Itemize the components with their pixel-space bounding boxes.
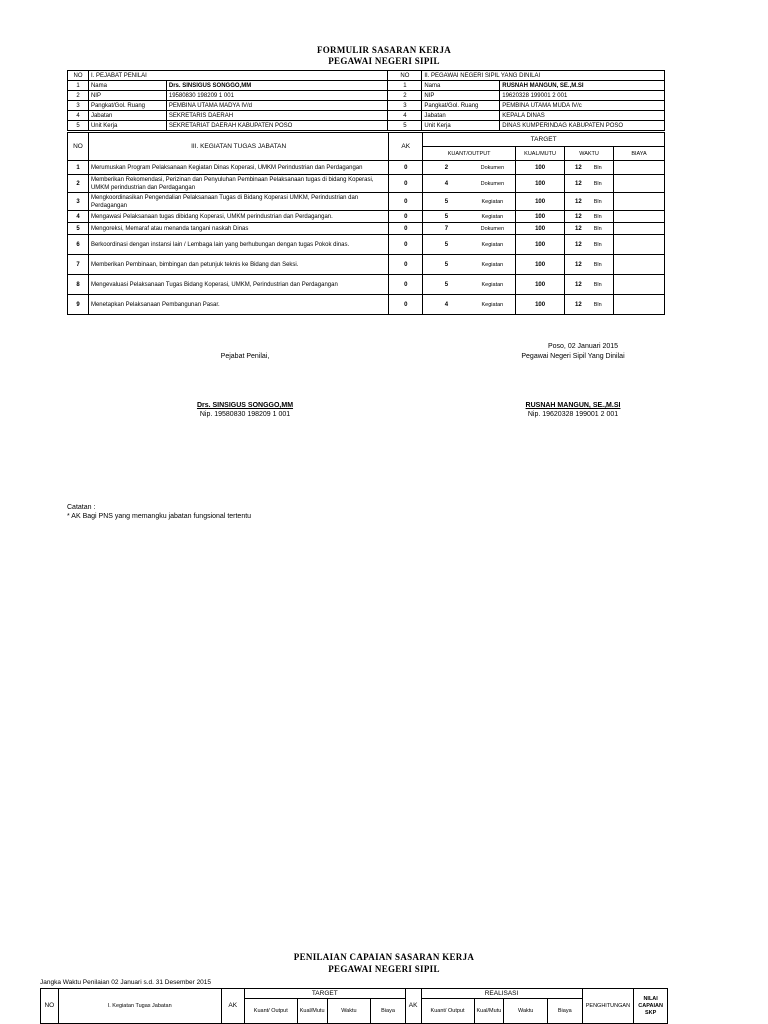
kegiatan-row-waktu <box>565 235 614 255</box>
identity-row <box>68 111 665 121</box>
kegiatan-row-waktu-unit: Bln <box>593 180 602 187</box>
penilaian-table <box>40 988 668 1024</box>
penilaian-kegiatan-header: I. Kegiatan Tugas Jabatan <box>58 989 221 1024</box>
kegiatan-row-text: Memberikan Pembinaan, bimbingan dan petunjuk teknis ke Bidang dan Seksi. <box>88 255 388 275</box>
kegiatan-row <box>68 255 665 275</box>
penilaian-realisasi-header: REALISASI <box>421 989 582 999</box>
kegiatan-row-no: 9 <box>68 295 89 315</box>
kegiatan-row-kual: 100 <box>516 275 565 295</box>
identity-table <box>67 70 665 131</box>
penghitungan-header: PENGHITUNGAN <box>582 989 634 1024</box>
kegiatan-row <box>68 161 665 175</box>
kegiatan-row-waktu-unit: Bln <box>593 281 602 288</box>
kegiatan-row-waktu-unit: Bln <box>593 261 602 268</box>
kegiatan-row-kual: 100 <box>516 235 565 255</box>
kegiatan-row-waktu-unit: Bln <box>593 301 602 308</box>
kegiatan-row-biaya <box>614 161 665 175</box>
kegiatan-row-waktu <box>565 275 614 295</box>
kegiatan-row-kual: 100 <box>516 295 565 315</box>
kegiatan-header: III. KEGIATAN TUGAS JABATAN <box>88 133 388 161</box>
kegiatan-row-unit: Kegiatan <box>470 255 516 275</box>
realisasi-kuant-header: Kuant/ Output <box>421 999 474 1024</box>
penilai-row-label: Jabatan <box>88 111 166 121</box>
penilai-row-value: 19580830 198209 1 001 <box>166 91 388 101</box>
dinilai-row-value: 19620328 199001 2 001 <box>500 91 665 101</box>
kegiatan-row-no: 2 <box>68 175 89 193</box>
kegiatan-row-biaya <box>614 255 665 275</box>
dinilai-row-no: 4 <box>388 111 422 121</box>
kegiatan-row-kual: 100 <box>516 211 565 223</box>
kegiatan-row-ak: 0 <box>389 175 423 193</box>
penilai-row-no: 5 <box>68 121 89 131</box>
kegiatan-row-waktu-value: 12 <box>575 301 582 308</box>
penilai-no-header: NO <box>68 71 89 81</box>
kegiatan-row-ak: 0 <box>389 235 423 255</box>
kegiatan-row-kuant: 5 <box>423 235 470 255</box>
identity-row <box>68 81 665 91</box>
dinilai-row-no: 1 <box>388 81 422 91</box>
place-date: Poso, 02 Januari 2015 <box>547 343 619 350</box>
penilai-row-value: SEKRETARIS DAERAH <box>166 111 388 121</box>
dinilai-row-value: DINAS KUMPERINDAG KABUPATEN POSO <box>500 121 665 131</box>
realisasi-biaya-header: Biaya <box>548 999 582 1024</box>
kegiatan-row-waktu <box>565 223 614 235</box>
nilai-capaian-header <box>634 989 668 1024</box>
kegiatan-row-ak: 0 <box>389 161 423 175</box>
kegiatan-row <box>68 175 665 193</box>
kegiatan-row-kual: 100 <box>516 255 565 275</box>
kegiatan-row-ak: 0 <box>389 211 423 223</box>
identity-header-row <box>68 71 665 81</box>
kegiatan-row <box>68 211 665 223</box>
dinilai-row-label: NIP <box>422 91 500 101</box>
right-signer-name: RUSNAH MANGUN, SE.,M.SI <box>525 402 621 409</box>
kegiatan-row-waktu-unit: Bln <box>593 213 602 220</box>
penilaian-title-line1: PENILAIAN CAPAIAN SASARAN KERJA <box>293 952 475 962</box>
kegiatan-row-waktu <box>565 161 614 175</box>
penilai-row-value: SEKRETARIAT DAERAH KABUPATEN POSO <box>166 121 388 131</box>
kegiatan-row-waktu-unit: Bln <box>593 164 602 171</box>
notes-label: Catatan : <box>67 504 96 511</box>
penilaian-period: Jangka Waktu Penilaian 02 Januari s.d. 31 Desember 2015 <box>40 979 212 986</box>
dinilai-no-header: NO <box>388 71 422 81</box>
kegiatan-row-unit: Kegiatan <box>470 275 516 295</box>
kegiatan-row-biaya <box>614 223 665 235</box>
penilai-row-no: 4 <box>68 111 89 121</box>
form-title-line2: PEGAWAI NEGERI SIPIL <box>328 56 440 66</box>
penilaian-header-row <box>41 989 668 999</box>
kegiatan-row-unit: Kegiatan <box>470 235 516 255</box>
kegiatan-row-waktu <box>565 295 614 315</box>
penilai-row-label: Pangkat/Gol. Ruang <box>88 101 166 111</box>
kegiatan-header-row <box>68 133 665 147</box>
notes-line1: * AK Bagi PNS yang memangku jabatan fungsional tertentu <box>67 513 252 520</box>
penilaian-title-line2: PEGAWAI NEGERI SIPIL <box>328 964 440 974</box>
kegiatan-row-no: 7 <box>68 255 89 275</box>
kegiatan-row-no: 6 <box>68 235 89 255</box>
kegiatan-row-text: Merumuskan Program Pelaksanaan Kegiatan Dinas Koperasi, UMKM Perindustrian dan Perdagangan <box>88 161 388 175</box>
kegiatan-row-kuant: 5 <box>423 193 470 211</box>
target-biaya-header: Biaya <box>371 999 405 1024</box>
kegiatan-row <box>68 223 665 235</box>
kegiatan-row-kuant: 2 <box>423 161 470 175</box>
kegiatan-row-ak: 0 <box>389 275 423 295</box>
kegiatan-row-waktu-unit: Bln <box>593 198 602 205</box>
kegiatan-row-waktu <box>565 175 614 193</box>
dinilai-row-label: Pangkat/Gol. Ruang <box>422 101 500 111</box>
kegiatan-row-kual: 100 <box>516 161 565 175</box>
kegiatan-row-ak: 0 <box>389 295 423 315</box>
kuant-header: KUANT/OUTPUT <box>423 147 516 161</box>
dinilai-row-label: Unit Kerja <box>422 121 500 131</box>
kegiatan-row-text: Mengkoordinasikan Pengendalian Pelaksanaan Tugas di Bidang Koperasi UMKM, Perindustrian dan Perdagangan <box>88 193 388 211</box>
kegiatan-table <box>67 132 665 315</box>
dinilai-row-value: KEPALA DINAS <box>500 111 665 121</box>
kegiatan-row-ak: 0 <box>389 255 423 275</box>
realisasi-kual-header: Kual/Mutu <box>474 999 504 1024</box>
form-title-line1: FORMULIR SASARAN KERJA <box>316 45 452 55</box>
kegiatan-row-waktu-value: 12 <box>575 281 582 288</box>
kegiatan-row <box>68 235 665 255</box>
kegiatan-row-waktu-value: 12 <box>575 180 582 187</box>
identity-row <box>68 101 665 111</box>
left-signer-nip: Nip. 19580830 198209 1 001 <box>199 411 291 418</box>
right-signer-nip: Nip. 19620328 199001 2 001 <box>527 411 619 418</box>
kegiatan-no-header: NO <box>68 133 89 161</box>
kegiatan-row-unit: Kegiatan <box>470 295 516 315</box>
realisasi-waktu-header: Waktu <box>504 999 548 1024</box>
kegiatan-row-no: 3 <box>68 193 89 211</box>
kegiatan-row-kual: 100 <box>516 175 565 193</box>
dinilai-row-value: RUSNAH MANGUN, SE.,M.SI <box>500 81 665 91</box>
kegiatan-row-kuant: 4 <box>423 295 470 315</box>
kegiatan-row-unit: Kegiatan <box>470 211 516 223</box>
penilai-row-label: NIP <box>88 91 166 101</box>
kegiatan-row-waktu <box>565 193 614 211</box>
kegiatan-row-biaya <box>614 175 665 193</box>
left-signer-role: Pejabat Penilai, <box>220 353 270 360</box>
waktu-header: WAKTU <box>565 147 614 161</box>
kegiatan-row-waktu-unit: Bln <box>593 225 602 232</box>
dinilai-row-value: PEMBINA UTAMA MUDA IV/c <box>500 101 665 111</box>
kegiatan-row-text: Mengoreksi, Memaraf atau menanda tangani naskah Dinas <box>88 223 388 235</box>
kegiatan-row-waktu-unit: Bln <box>593 241 602 248</box>
penilai-row-no: 3 <box>68 101 89 111</box>
kegiatan-row-text: Memberikan Rekomendasi, Perizinan dan Penyuluhan Pembinaan Pelaksanaan tugas di bidang Koperasi, UMKM perindustrian dan Perdagangan <box>88 175 388 193</box>
kegiatan-row-no: 4 <box>68 211 89 223</box>
penilaian-target-header: TARGET <box>244 989 405 999</box>
kegiatan-row-kuant: 5 <box>423 211 470 223</box>
kegiatan-row-kual: 100 <box>516 193 565 211</box>
kegiatan-body <box>68 161 665 315</box>
penilaian-ak2-header: AK <box>405 989 421 1024</box>
dinilai-row-no: 3 <box>388 101 422 111</box>
dinilai-header: II. PEGAWAI NEGERI SIPIL YANG DINILAI <box>422 71 665 81</box>
identity-row <box>68 121 665 131</box>
kegiatan-row-kuant: 5 <box>423 255 470 275</box>
kegiatan-row-waktu-value: 12 <box>575 261 582 268</box>
kegiatan-row-waktu-value: 12 <box>575 198 582 205</box>
kegiatan-row-unit: Dokumen <box>470 161 516 175</box>
penilai-row-label: Nama <box>88 81 166 91</box>
kegiatan-row-no: 8 <box>68 275 89 295</box>
penilai-row-label: Unit Kerja <box>88 121 166 131</box>
kegiatan-row-waktu <box>565 255 614 275</box>
kegiatan-row-unit: Kegiatan <box>470 193 516 211</box>
penilaian-ak-header: AK <box>221 989 244 1024</box>
kegiatan-row-waktu-value: 12 <box>575 225 582 232</box>
penilai-row-no: 2 <box>68 91 89 101</box>
dinilai-row-no: 2 <box>388 91 422 101</box>
kegiatan-row-kuant: 7 <box>423 223 470 235</box>
target-kual-header: Kual/Mutu <box>297 999 327 1024</box>
kegiatan-row-biaya <box>614 275 665 295</box>
kegiatan-row-biaya <box>614 295 665 315</box>
identity-row <box>68 91 665 101</box>
kegiatan-row-waktu-value: 12 <box>575 241 582 248</box>
penilai-row-value: PEMBINA UTAMA MADYA IV/d <box>166 101 388 111</box>
kual-header: KUAL/MUTU <box>516 147 565 161</box>
nilai-line1: NILAI <box>643 995 658 1002</box>
kegiatan-row-kual: 100 <box>516 223 565 235</box>
kegiatan-row-kuant: 5 <box>423 275 470 295</box>
penilai-row-no: 1 <box>68 81 89 91</box>
penilai-row-value: Drs. SINSIGUS SONGGO,MM <box>166 81 388 91</box>
target-kuant-header: Kuant/ Output <box>244 999 297 1024</box>
kegiatan-row-ak: 0 <box>389 193 423 211</box>
kegiatan-row-kuant: 4 <box>423 175 470 193</box>
kegiatan-row <box>68 275 665 295</box>
kegiatan-row-waktu-value: 12 <box>575 213 582 220</box>
kegiatan-row <box>68 193 665 211</box>
kegiatan-row-no: 5 <box>68 223 89 235</box>
right-signer-role: Pegawai Negeri Sipil Yang Dinilai <box>521 353 625 360</box>
ak-header: AK <box>389 133 423 161</box>
kegiatan-row-text: Menetapkan Pelaksanaan Pembangunan Pasar. <box>88 295 388 315</box>
target-header: TARGET <box>423 133 665 147</box>
penilaian-no-header: NO <box>41 989 59 1024</box>
kegiatan-row-unit: Dokumen <box>470 175 516 193</box>
nilai-line2: CAPAIAN <box>638 1002 663 1009</box>
kegiatan-row-waktu <box>565 211 614 223</box>
kegiatan-row-text: Mengevaluasi Pelaksanaan Tugas Bidang Koperasi, UMKM, Perindustrian dan Perdagangan <box>88 275 388 295</box>
dinilai-row-no: 5 <box>388 121 422 131</box>
target-waktu-header: Waktu <box>327 999 371 1024</box>
penilai-header: I. PEJABAT PENILAI <box>88 71 387 81</box>
kegiatan-row-ak: 0 <box>389 223 423 235</box>
kegiatan-row-unit: Dokumen <box>470 223 516 235</box>
kegiatan-row-text: Berkoordinasi dengan instansi lain / Lembaga lain yang berhubungan dengan tugas Pokok dinas. <box>88 235 388 255</box>
left-signer-name: Drs. SINSIGUS SONGGO,MM <box>196 402 294 409</box>
kegiatan-row-biaya <box>614 193 665 211</box>
dinilai-row-label: Jabatan <box>422 111 500 121</box>
kegiatan-row-no: 1 <box>68 161 89 175</box>
dinilai-row-label: Nama <box>422 81 500 91</box>
kegiatan-row-waktu-value: 12 <box>575 164 582 171</box>
kegiatan-row-biaya <box>614 235 665 255</box>
kegiatan-row-biaya <box>614 211 665 223</box>
biaya-header: BIAYA <box>614 147 665 161</box>
nilai-line3: SKP <box>644 1009 657 1016</box>
kegiatan-row-text: Mengawasi Pelaksanaan tugas dibidang Koperasi, UMKM perindustrian dan Perdagangan. <box>88 211 388 223</box>
kegiatan-row <box>68 295 665 315</box>
